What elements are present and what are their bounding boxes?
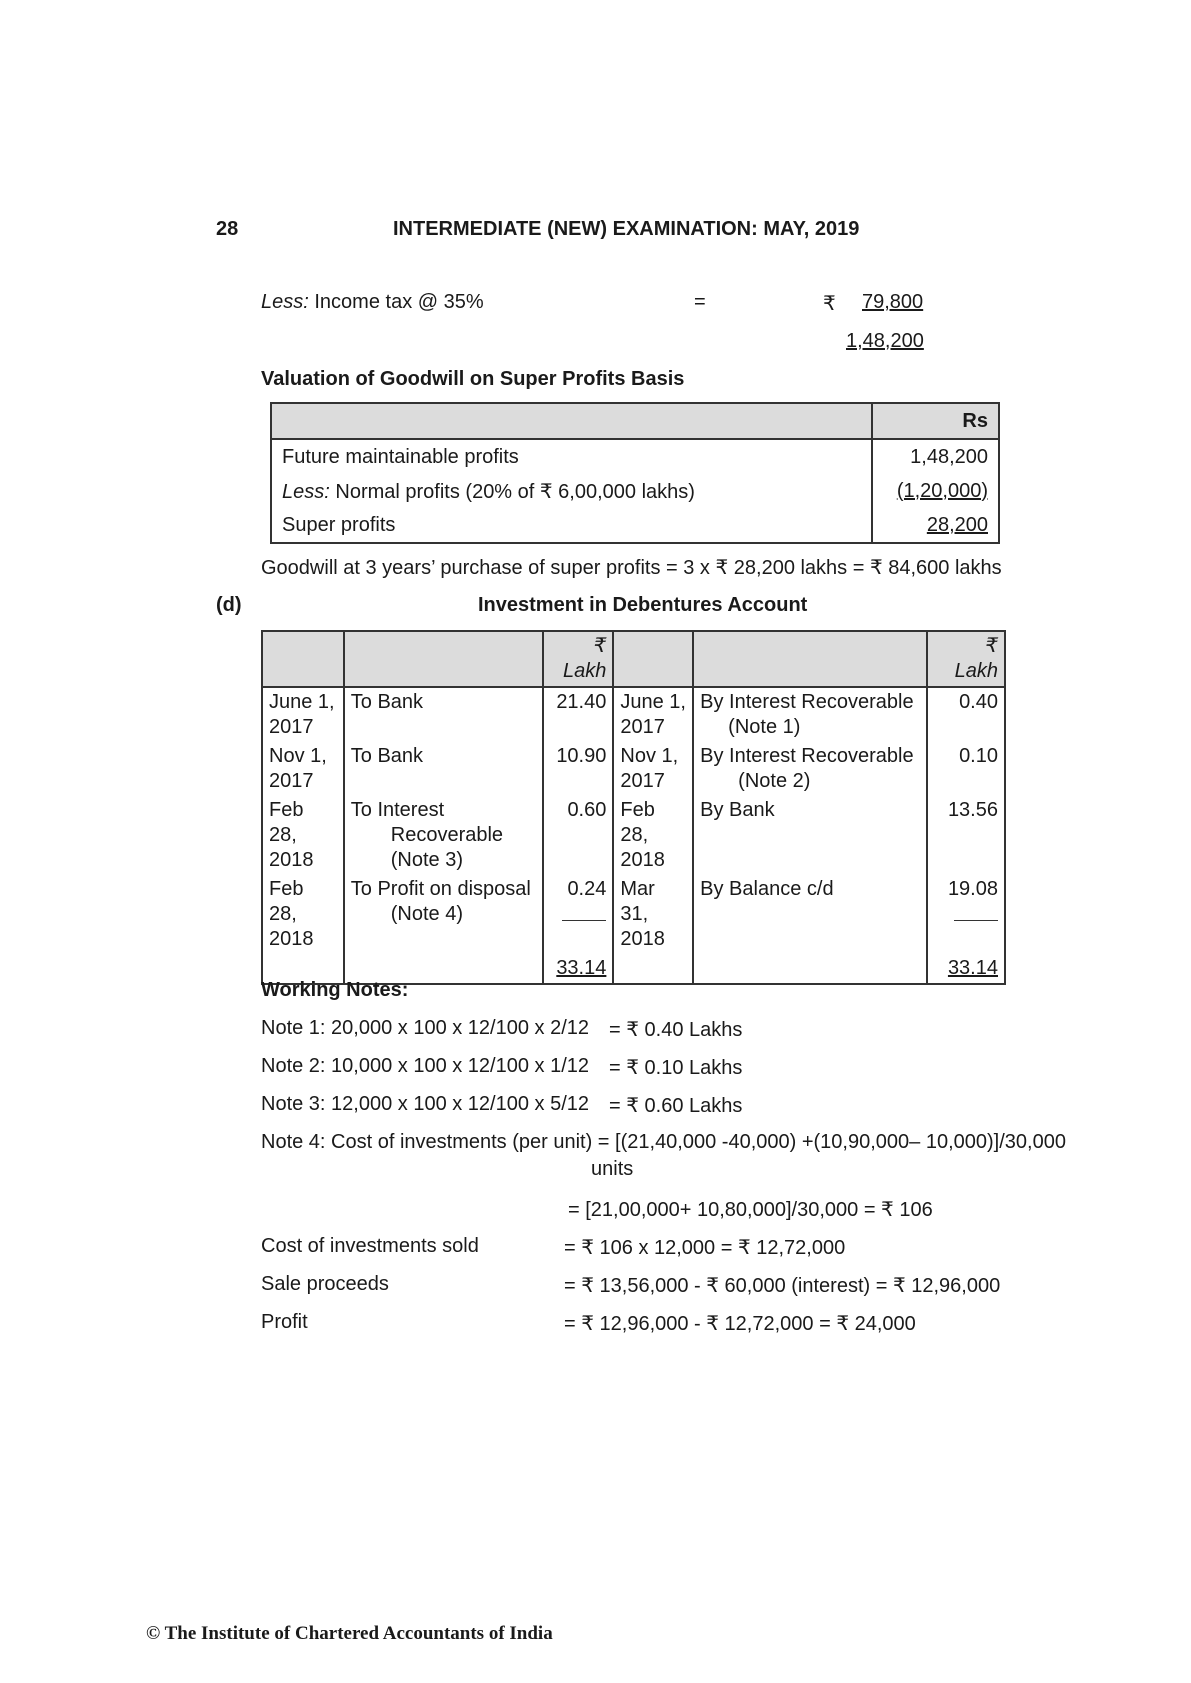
calc-value: = ₹ 106 x 12,000 = ₹ 12,72,000 xyxy=(564,1237,846,1259)
particulars-text: To Interest xyxy=(350,799,445,821)
goodwill-statement: Goodwill at 3 years’ purchase of super profits = 3 x ₹ 28,200 lakhs = ₹ 84,600 lakhs xyxy=(261,557,1002,579)
date-text: Nov 1, xyxy=(269,745,327,767)
date-text: June 1, xyxy=(269,691,335,713)
table-row xyxy=(262,742,1005,796)
cr-date xyxy=(613,742,693,796)
dr-amount xyxy=(543,875,613,954)
page-header-title: INTERMEDIATE (NEW) EXAMINATION: MAY, 2019 xyxy=(393,218,860,240)
particulars-note: (Note 3) xyxy=(390,849,464,871)
table-row xyxy=(271,474,999,508)
cr-date xyxy=(613,875,693,954)
particulars-text: By Interest Recoverable xyxy=(700,745,914,767)
total-dr xyxy=(543,954,613,984)
particulars-text: To Bank xyxy=(350,745,424,767)
footer-copyright: © The Institute of Chartered Accountants of India xyxy=(146,1623,553,1644)
cr-amount xyxy=(927,875,1005,954)
date-text: Feb 28, xyxy=(269,799,304,846)
cr-amount: 0.10 xyxy=(927,742,1005,796)
dr-amount: 0.60 xyxy=(543,796,613,875)
dr-date xyxy=(262,687,344,742)
goodwill-row-label xyxy=(271,474,872,508)
dr-particulars xyxy=(344,875,544,954)
calc-value: = ₹ 12,96,000 - ₹ 12,72,000 = ₹ 24,000 xyxy=(564,1313,916,1335)
note-left: Note 1: 20,000 x 100 x 12/100 x 2/12 xyxy=(261,1017,590,1039)
header-blank xyxy=(262,631,344,687)
goodwill-header-unit: Rs xyxy=(872,403,999,439)
particulars-note: (Note 1) xyxy=(728,716,801,738)
goodwill-row-amount xyxy=(872,474,999,508)
cr-particulars xyxy=(693,875,927,954)
dr-date xyxy=(262,796,344,875)
year-text: 2018 xyxy=(269,928,314,950)
table-row xyxy=(262,687,1005,742)
tax-result: 1,48,200 xyxy=(846,330,924,352)
total-dr-text: 33.14 xyxy=(556,957,607,979)
dr-particulars xyxy=(344,796,544,875)
particulars-text: By Balance c/d xyxy=(700,878,834,900)
row-label-text: Normal profits (20% of ₹ 6,00,000 lakhs) xyxy=(335,480,695,503)
tax-equals: = xyxy=(694,291,706,313)
row-label-text: Future maintainable profits xyxy=(282,445,519,468)
note-left: Note 3: 12,000 x 100 x 12/100 x 5/12 xyxy=(261,1093,590,1115)
dr-date xyxy=(262,875,344,954)
total-blank xyxy=(613,954,693,984)
dr-date xyxy=(262,742,344,796)
header-unit-left: ₹ Lakh xyxy=(543,631,613,687)
cr-amount: 0.40 xyxy=(927,687,1005,742)
particulars-continued: Recoverable xyxy=(390,824,504,846)
section-marker: (d) xyxy=(216,594,242,616)
amount-text: (1,20,000) xyxy=(896,479,988,502)
debentures-ledger-table xyxy=(261,630,1006,985)
note4-line2: units xyxy=(591,1158,634,1180)
year-text: 2017 xyxy=(269,770,314,792)
year-text: 2017 xyxy=(620,716,665,738)
cr-date xyxy=(613,796,693,875)
working-notes-title: Working Notes: xyxy=(261,979,409,1001)
note-left: Note 2: 10,000 x 100 x 12/100 x 1/12 xyxy=(261,1055,590,1077)
page-number: 28 xyxy=(216,218,239,240)
particulars-text: To Profit on disposal xyxy=(350,878,531,900)
dr-amount: 21.40 xyxy=(543,687,613,742)
amount-text: 0.24 xyxy=(567,878,607,900)
dr-particulars xyxy=(344,742,544,796)
note-right: = ₹ 0.10 Lakhs xyxy=(609,1057,743,1079)
tax-label: Income tax @ 35% xyxy=(314,291,484,313)
header-blank xyxy=(613,631,693,687)
goodwill-table xyxy=(270,402,1000,544)
sum-rule xyxy=(954,902,998,921)
calc-value: = ₹ 13,56,000 - ₹ 60,000 (interest) = ₹ 12,96,000 xyxy=(564,1275,1001,1297)
date-text: June 1, xyxy=(620,691,686,713)
note-right: = ₹ 0.60 Lakhs xyxy=(609,1095,743,1117)
particulars-note: (Note 2) xyxy=(738,770,811,792)
goodwill-title: Valuation of Goodwill on Super Profits Basis xyxy=(261,368,685,390)
date-text: Mar 31, xyxy=(620,878,655,925)
tax-currency: ₹ xyxy=(823,293,836,315)
year-text: 2017 xyxy=(269,716,314,738)
table-row xyxy=(271,508,999,543)
goodwill-header-row xyxy=(271,403,999,439)
note4-line1: Note 4: Cost of investments (per unit) = [(21,40,000 -40,000) +(10,90,000– 10,000)]/30,000 xyxy=(261,1131,1066,1153)
cr-particulars xyxy=(693,687,927,742)
particulars-note: (Note 4) xyxy=(390,903,464,925)
date-text: Nov 1, xyxy=(620,745,679,767)
table-row xyxy=(262,796,1005,875)
calc-label: Profit xyxy=(261,1311,308,1333)
tax-amount: 79,800 xyxy=(862,291,924,313)
amount-text: 28,200 xyxy=(926,513,988,536)
row-label-text: Super profits xyxy=(282,513,396,536)
total-blank xyxy=(693,954,927,984)
cr-date xyxy=(613,687,693,742)
header-blank xyxy=(693,631,927,687)
calc-label: Sale proceeds xyxy=(261,1273,389,1295)
dr-amount: 10.90 xyxy=(543,742,613,796)
goodwill-row-label xyxy=(271,508,872,543)
note-right: = ₹ 0.40 Lakhs xyxy=(609,1019,743,1041)
note4-line3: = [21,00,000+ 10,80,000]/30,000 = ₹ 106 xyxy=(568,1199,933,1221)
total-cr xyxy=(927,954,1005,984)
header-blank xyxy=(344,631,544,687)
goodwill-header-blank xyxy=(271,403,872,439)
tax-line-label xyxy=(261,291,484,314)
table-row xyxy=(262,875,1005,954)
debentures-title: Investment in Debentures Account xyxy=(478,594,808,616)
row-less-label: Less: xyxy=(282,480,330,503)
cr-amount: 13.56 xyxy=(927,796,1005,875)
year-text: 2018 xyxy=(620,928,665,950)
sum-rule xyxy=(562,902,606,921)
cr-particulars xyxy=(693,742,927,796)
cr-particulars xyxy=(693,796,927,875)
dr-particulars xyxy=(344,687,544,742)
year-text: 2017 xyxy=(620,770,665,792)
table-row xyxy=(271,439,999,474)
year-text: 2018 xyxy=(620,849,665,871)
calc-label: Cost of investments sold xyxy=(261,1235,479,1257)
lakh-label: Lakh xyxy=(954,660,998,682)
ledger-header-row xyxy=(262,631,1005,687)
header-unit-right xyxy=(927,631,1005,687)
rupee-symbol: ₹ xyxy=(985,635,998,657)
goodwill-row-amount: 1,48,200 xyxy=(872,439,999,474)
particulars-text: To Bank xyxy=(350,691,424,713)
amount-text: 19.08 xyxy=(947,878,998,900)
date-text: Feb 28, xyxy=(269,878,304,925)
tax-less-label: Less: xyxy=(261,291,309,313)
total-cr-text: 33.14 xyxy=(947,957,998,979)
particulars-text: By Interest Recoverable xyxy=(700,691,914,713)
goodwill-row-label xyxy=(271,439,872,474)
date-text: Feb 28, xyxy=(620,799,655,846)
year-text: 2018 xyxy=(269,849,314,871)
particulars-text: By Bank xyxy=(700,799,775,821)
goodwill-row-amount xyxy=(872,508,999,543)
